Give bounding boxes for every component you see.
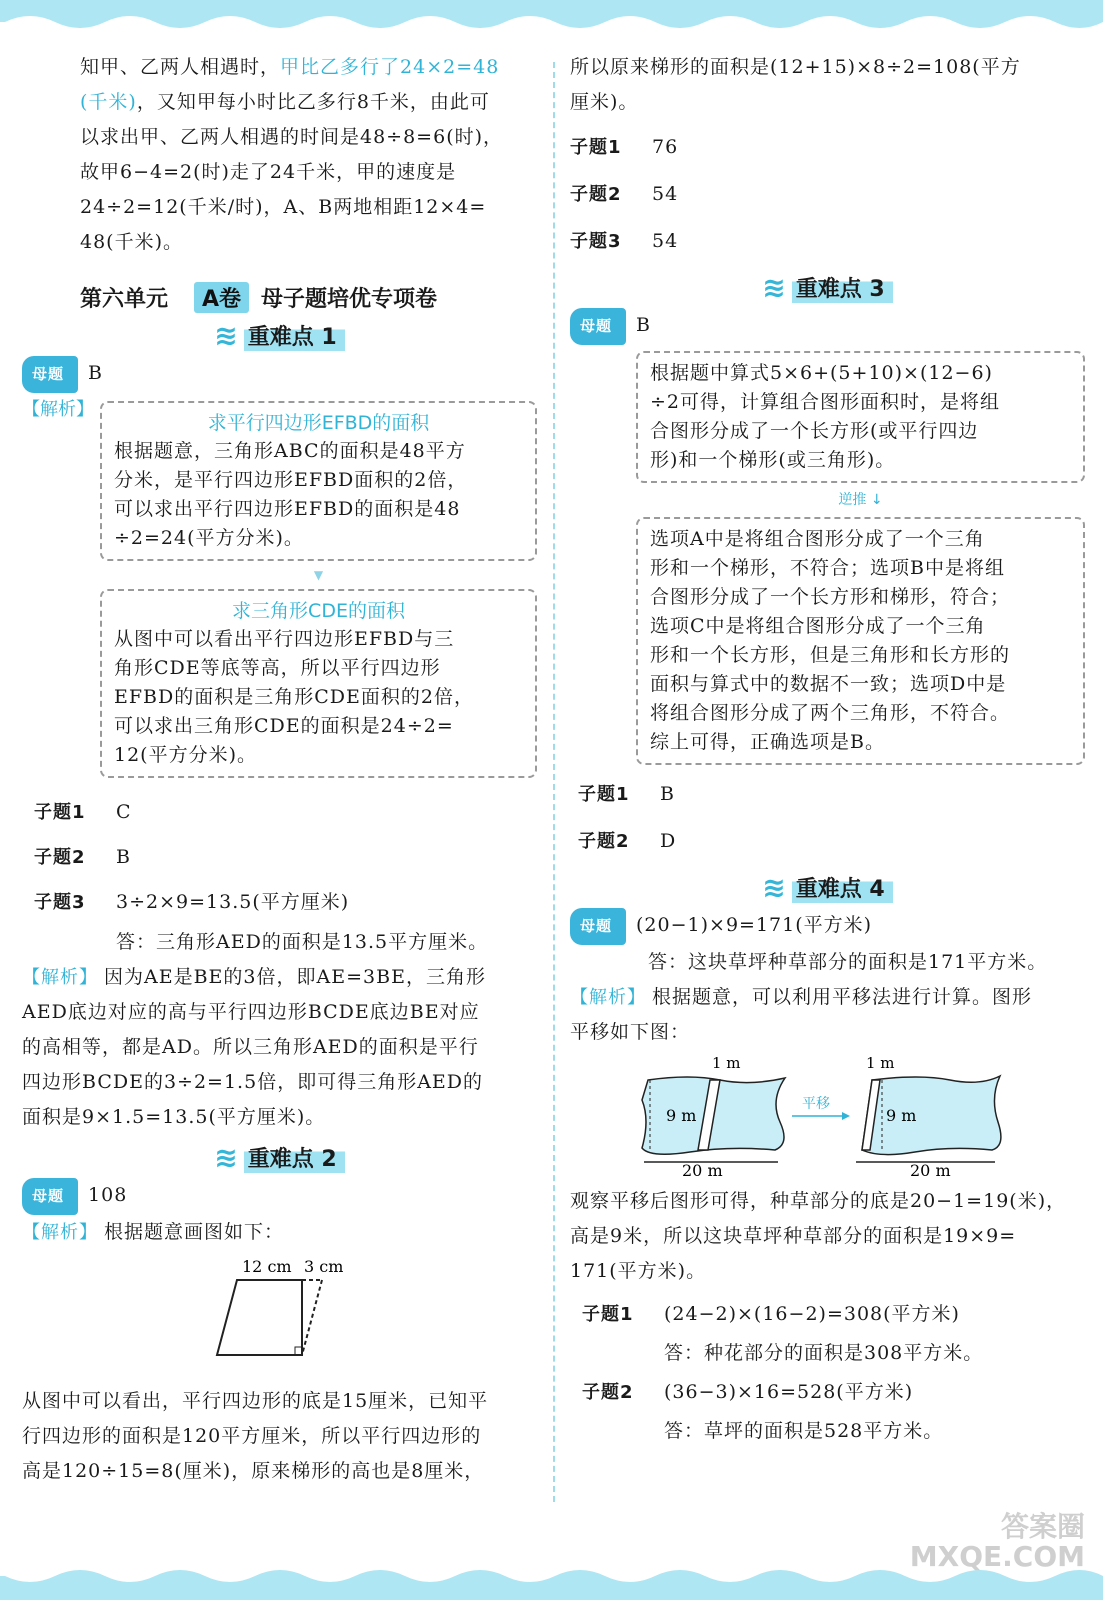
sub-question-row: 子题2 D — [578, 830, 677, 852]
lawn-translation-figure — [570, 1050, 1085, 1180]
sub-question-row: 子题2 B — [34, 846, 131, 868]
continued-text: 所以原来梯形的面积是(12+15)×8÷2=108(平方 厘米)。 — [570, 56, 1021, 113]
analysis-box-3: 根据题中算式5×6+(5+10)×(12−6) ÷2可得，计算组合图形面积时，是将组 合图形分成了一个长方形(或平行四边 形)和一个梯形(或三角形)。 — [636, 351, 1085, 483]
svg-text:1 m: 1 m — [866, 1054, 895, 1072]
box-title: 求平行四边形EFBD的面积 — [207, 412, 430, 434]
left-column — [22, 50, 537, 1489]
mother-question-tag: 母题 — [22, 356, 78, 393]
trapezoid-figure — [22, 1250, 537, 1380]
intro-line: 以求出甲、乙两人相遇的时间是48÷8=6(时)， — [80, 126, 504, 148]
mother-answer: B — [88, 362, 103, 384]
intro-line: 48(千米)。 — [80, 231, 184, 253]
sub-question-row: 子题2 (36−3)×16=528(平方米) — [582, 1381, 914, 1403]
svg-text:1 m: 1 m — [712, 1054, 741, 1072]
svg-text:20 m: 20 m — [682, 1161, 723, 1180]
analysis-tag: 【解析】 — [22, 399, 94, 420]
sub-question-answer: 答：三角形AED的面积是13.5平方厘米。 — [116, 931, 489, 953]
mother-question-tag: 母题 — [570, 908, 626, 945]
analysis-row — [22, 395, 537, 784]
key-point-1-heading: ≋ 重难点 1 — [22, 319, 537, 352]
kp4-observation: 观察平移后图形可得，种草部分的底是20−1=19(米)， 高是9米，所以这块草坪种草部分的面积是19×9= 171(平方米)。 — [570, 1190, 1067, 1282]
key-point-3-heading: ≋ 重难点 3 — [570, 271, 1085, 304]
intro-line: 知甲、乙两人相遇时，甲比乙多行了24×2=48 — [80, 56, 500, 78]
wave-icon: ≋ — [214, 319, 238, 352]
sub-question-row: 子题3 3÷2×9=13.5(平方厘米) — [34, 891, 350, 913]
intro-line: (千米)，又知甲每小时比乙多行8千米，由此可 — [80, 91, 490, 113]
kp1-analysis: 【解析】 因为AE是BE的3倍，即AE=3BE，三角形 AED底边对应的高与平行四边形BCDE底边BE对应 的高相等，都是AD。所以三角形AED的面积是平行 四边形BCDE的3÷2=1.5倍，即可得三角形AED的 面积是9×1.5=13.5(平方厘米)。 — [22, 966, 486, 1128]
unit-a-badge: A卷 — [194, 282, 249, 313]
mother-answer: (20−1)×9=171(平方米) — [636, 914, 873, 936]
intro-paragraph — [22, 50, 537, 260]
key-point-4-heading: ≋ 重难点 4 — [570, 871, 1085, 904]
intro-line: 故甲6−4=2(时)走了24千米，甲的速度是 — [80, 161, 457, 183]
kp2-analysis-intro: 【解析】 根据题意画图如下： — [22, 1221, 285, 1243]
unit-subtitle: 母子题培优专项卷 — [261, 287, 438, 312]
svg-text:9 m: 9 m — [666, 1106, 697, 1125]
mother-question-row — [570, 308, 1085, 345]
wave-icon: ≋ — [762, 871, 786, 904]
sub-question-row: 子题1 C — [34, 801, 132, 823]
sub-question-answer: 答：草坪的面积是528平方米。 — [664, 1420, 944, 1442]
mother-question-row — [22, 356, 537, 393]
mother-answer: B — [636, 314, 651, 336]
right-column — [570, 50, 1085, 1449]
box-body: 从图中可以看出平行四边形EFBD与三 角形CDE等底等高，所以平行四边形 EFBD的面积是三角形CDE面积的2倍， 可以求出三角形CDE的面积是24÷2= 12(平方分米)。 — [114, 628, 474, 766]
column-divider — [553, 62, 555, 1502]
svg-text:平移: 平移 — [802, 1096, 830, 1112]
top-wave-border — [0, 0, 1103, 40]
sub-question-row: 子题1 B — [578, 783, 675, 805]
svg-text:12 cm: 12 cm — [242, 1257, 292, 1276]
sub-question-answer: 答：种花部分的面积是308平方米。 — [664, 1342, 984, 1364]
svg-text:9 m: 9 m — [886, 1106, 917, 1125]
analysis-box-4: 选项A中是将组合图形分成了一个三角 形和一个梯形，不符合；选项B中是将组 合图形分成了一个长方形和梯形，符合； 选项C中是将组合图形分成了一个三角 形和一个长方形，但是三角形和长方形的 面积与算式中的数据不一致；选项D中是 将组合图形分成了两个三角形，不符合。 综上可得，正确选项是B。 — [636, 517, 1085, 765]
unit-heading — [80, 282, 537, 313]
wave-icon: ≋ — [762, 271, 786, 304]
reverse-reasoning-label: 逆推 ↓ — [838, 492, 883, 508]
analysis-box-2 — [100, 589, 537, 778]
box-title: 求三角形CDE的面积 — [232, 600, 405, 622]
key-point-2-heading: ≋ 重难点 2 — [22, 1141, 537, 1174]
mother-question-row — [22, 1178, 537, 1215]
svg-text:3 cm: 3 cm — [304, 1257, 344, 1276]
mother-answer-text: 答：这块草坪种草部分的面积是171平方米。 — [648, 951, 1048, 973]
kp2-explanation: 从图中可以看出，平行四边形的底是15厘米，已知平 行四边形的面积是120平方厘米，所以平行四边形的 高是120÷15=8(厘米)，原来梯形的高也是8厘米， — [22, 1390, 489, 1482]
sub-question-row: 子题1 (24−2)×(16−2)=308(平方米) — [582, 1303, 960, 1325]
sub-question-row: 子题1 76 — [570, 136, 679, 158]
mother-question-row — [570, 908, 1085, 945]
intro-line: 24÷2=12(千米/时)，A、B两地相距12×4= — [80, 196, 487, 218]
analysis-box-1 — [100, 401, 537, 561]
kp4-analysis: 【解析】 根据题意，可以利用平移法进行计算。图形 平移如下图： — [570, 986, 1033, 1043]
watermark-logo: 答案圈 MXQE.COM — [909, 1510, 1085, 1573]
mother-question-tag: 母题 — [22, 1178, 78, 1215]
box-body: 根据题意，三角形ABC的面积是48平方 分米，是平行四边形EFBD面积的2倍， 可以求出平行四边形EFBD的面积是48 ÷2=24(平方分米)。 — [114, 440, 468, 549]
unit-title: 第六单元 — [80, 287, 169, 312]
down-arrow-icon: ▼ — [313, 568, 324, 582]
sub-question-row: 子题2 54 — [570, 183, 679, 205]
svg-text:20 m: 20 m — [910, 1161, 951, 1180]
mother-answer: 108 — [88, 1184, 128, 1206]
mother-question-tag: 母题 — [570, 308, 626, 345]
sub-question-row: 子题3 54 — [570, 230, 679, 252]
wave-icon: ≋ — [214, 1141, 238, 1174]
